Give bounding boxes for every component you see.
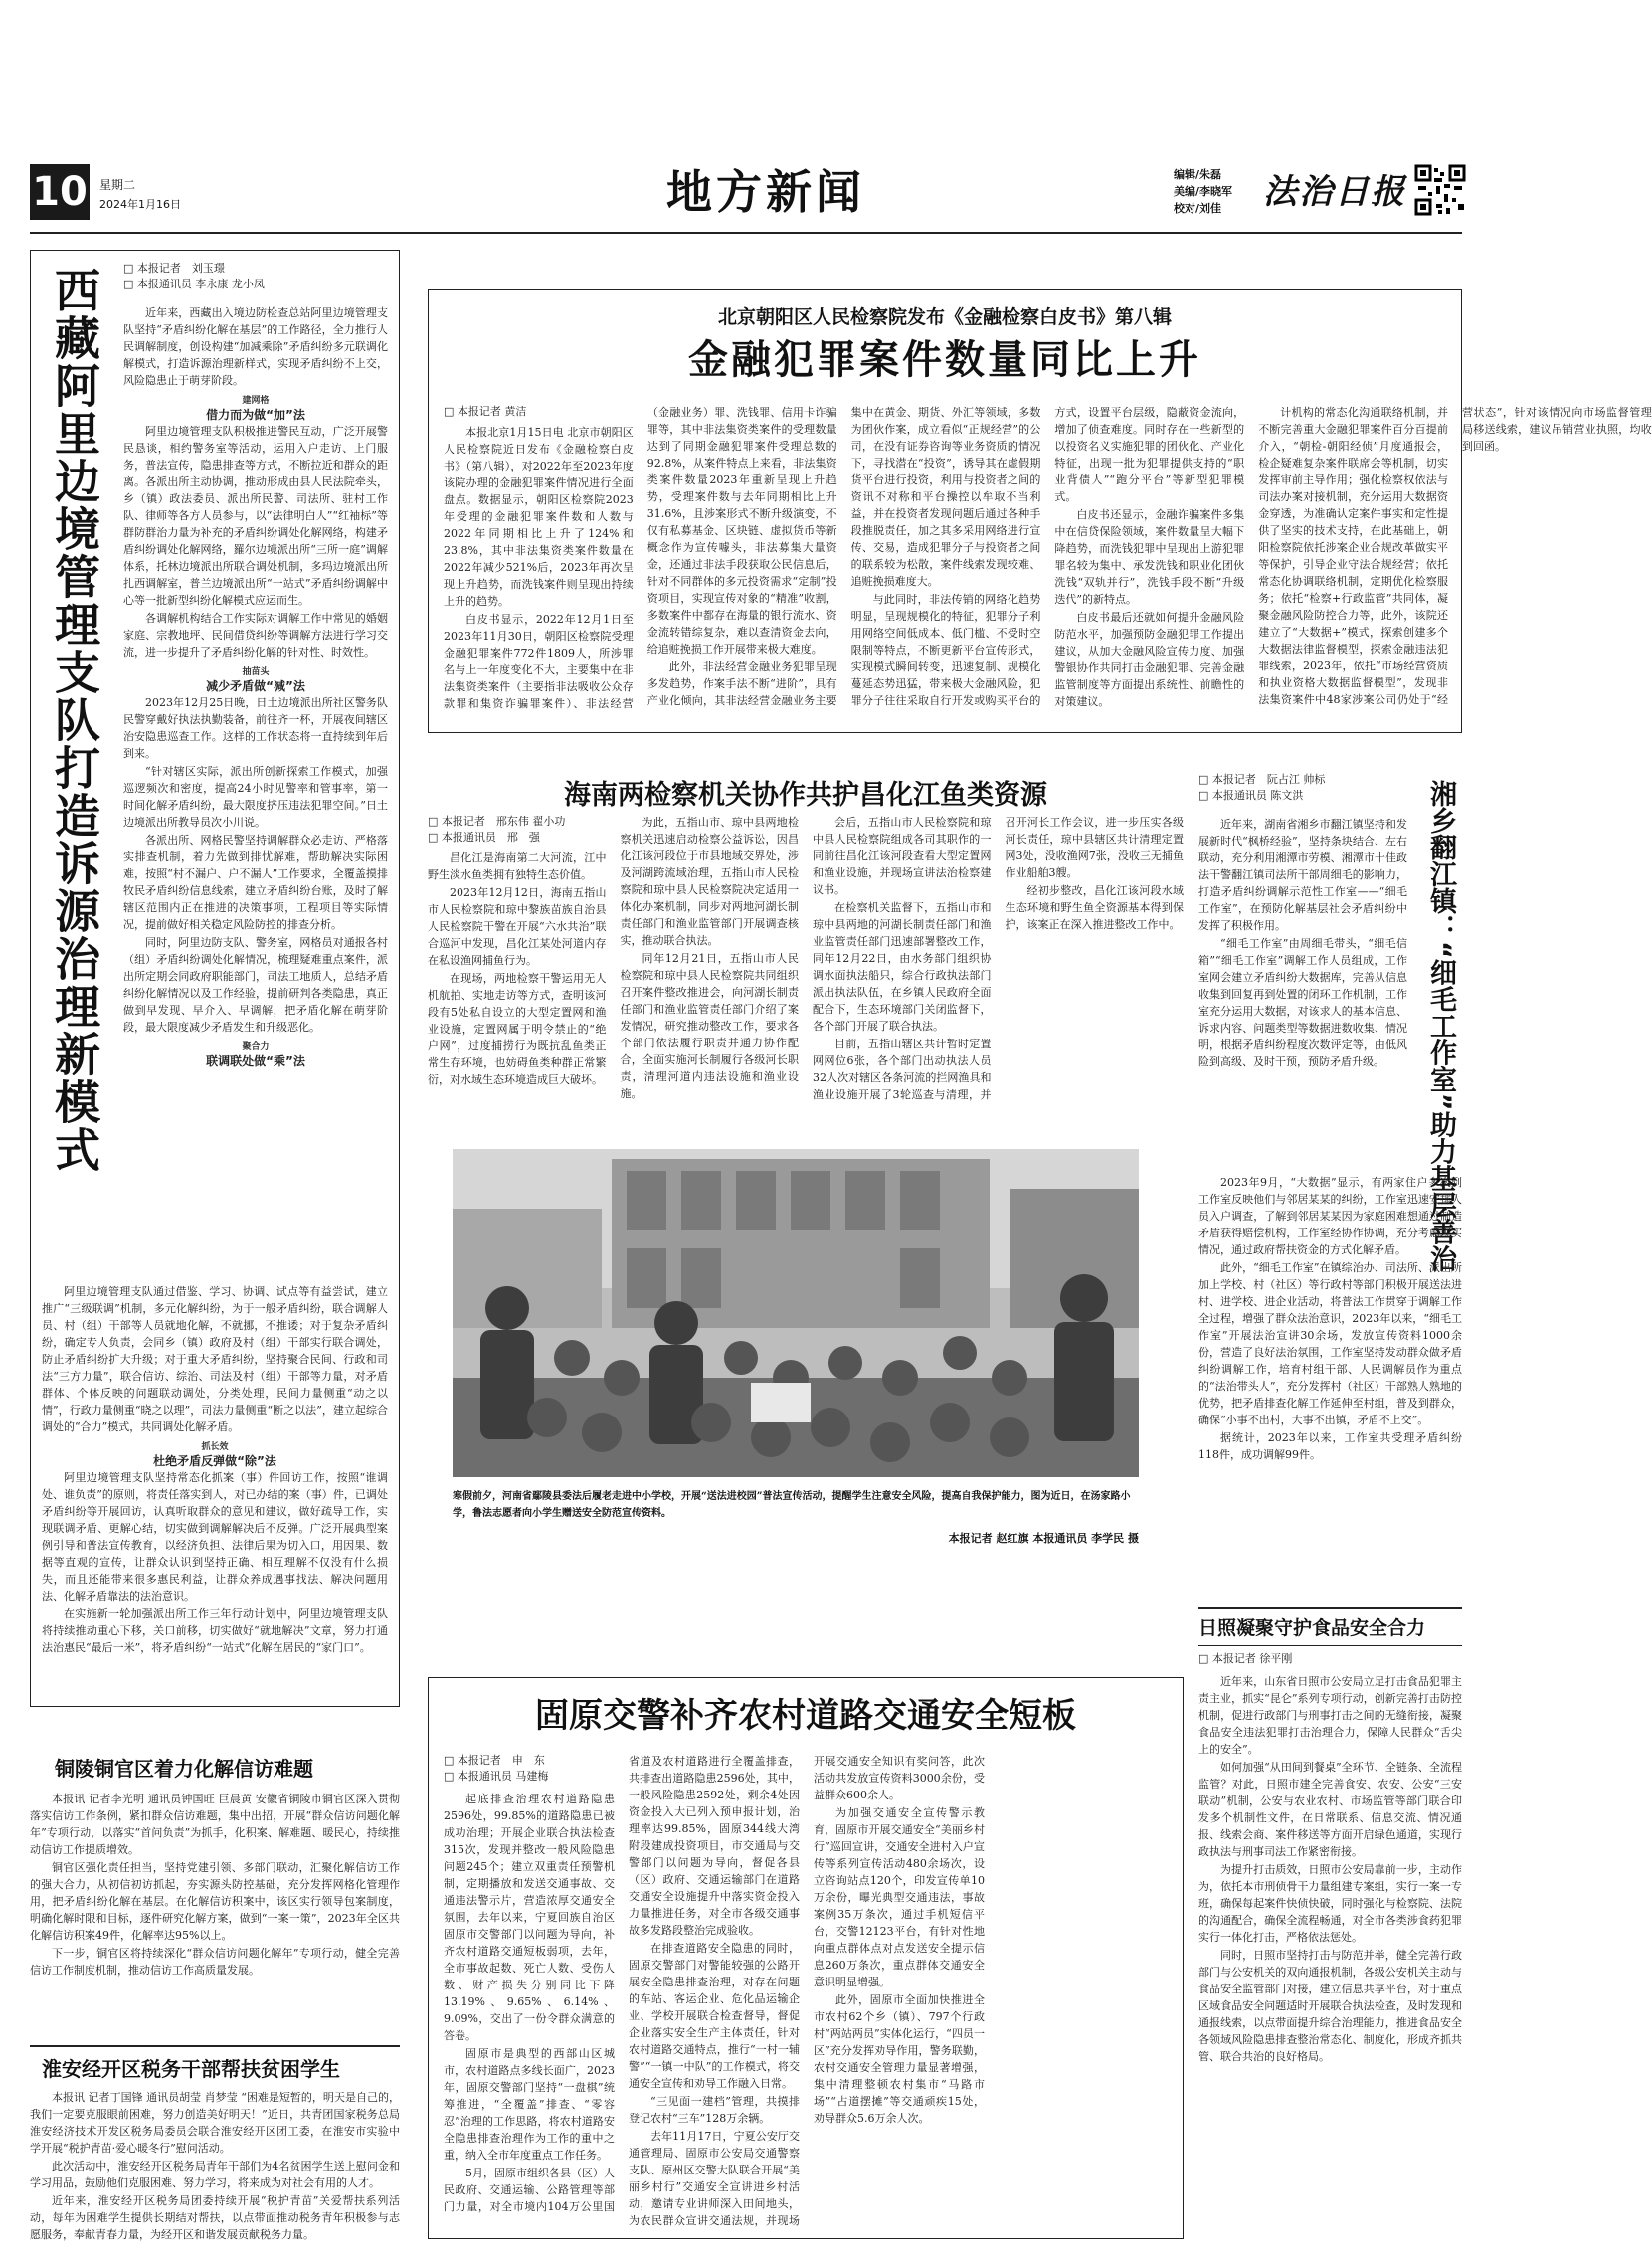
article-hainan-byline-reporter: □ 本报记者 邢东伟 翟小功	[428, 815, 566, 828]
paragraph: “针对辖区实际，派出所创新探索工作模式，加强巡逻频次和密度，提高24小时见警率和管事率，第一时间化解矛盾纠纷，最大限度挤压违法犯罪空间。”日土边境派出所教导员次小川说。	[123, 765, 388, 829]
article-xiangxiang-content	[1198, 772, 1417, 804]
article-hainan-content	[428, 814, 1184, 1118]
article-xiangxiang-body	[1198, 816, 1407, 1169]
paragraph: 阿里边境管理支队通过借鉴、学习、协调、试点等有益尝试，建立推广“三级联调”机制，多元化解纠纷，为于一般矛盾纠纷，联合调解人员、村（组）干部等人员就地化解，不就挪，不推诿；对于复杂矛盾纠纷，确定专人负责，会同乡（镇）政府及村（组）干部实行联合调处，防止矛盾纠纷扩大升级；对于重大矛盾纠纷，坚持聚合民间、行政和司法“三方力量”，联合信访、综治、司法及村（组）干部等力量，对矛盾群体、个体反映的问题联动调处，分类处理，民间力量侧重“动之以情”，行政力量侧重“晓之以理”，司法力量侧重“断之以法”，建立起综合调处的“合力”模式，共同调处化解矛盾。	[42, 1285, 388, 1433]
paragraph: 与此同时，非法传销的网络化趋势明显，呈现规模化的特征，犯罪分子利用网络空间低成本、低门槛、不受时空限制等特点，不断更新平台宣传形式，实现模式瞬间转变，迅速复制、规模化蔓延态势迅猛，带来极大金融风险，犯罪分子往往采取自行开发或购买平台的方式，设置平台层级，隐蔽资金流向，增加了侦查难度。同时存在一些新型的以投资名义实施犯罪的团伙化、产业化特征，出现一批为犯罪提供支持的“职业背债人”“跑分平台”等新型犯罪模式。	[850, 406, 1245, 707]
article-hainan-title: 海南两检察机关协作共护昌化江鱼类资源	[564, 780, 1047, 811]
paragraph: 本报讯 记者丁国锋 通讯员胡莹 肖梦莹 “困难是短暂的，明天是自己的，我们一定要克服眼前困难，努力创造美好明天！”近日，共青团国家税务总局淮安经济技术开发区税务局委员会联合淮安经开区团工委，在淮安市实验中学开展“税护青苗·爱心暖冬行”慰问活动。	[30, 2091, 400, 2155]
paragraph: 同年12月21日，五指山市人民检察院和琼中县人民检察院共同组织召开案件整改推进会，向河湖长制责任部门和渔业监管责任部门介绍了案发情况，研究推动整改工作，要求各个部门依法履行职责并通力协作配合，全面实施河长制履行各级河长职责，清理河道内违法设施和渔业设施。	[620, 952, 799, 1100]
paragraph: 各调解机构结合工作实际对调解工作中常见的婚姻家庭、宗教地坪、民间借贷纠纷等调解方法进行学习交流，进一步提升了矛盾纠纷化解的针对性、时效性。	[123, 612, 388, 659]
paragraph: 为此，五指山市、琼中县两地检察机关迅速启动检察公益诉讼，因昌化江该河段位于市县地域交界处，涉及河湖跨流域治理，五指山市人民检察院和琼中县人民检察院决定适用一体化办案机制，同步对两地河湖长制责任部门和渔业监管部门开展调查核实，推动联合执法。	[620, 816, 799, 947]
paragraph: “细毛工作室”由周细毛带头，“细毛信箱”“细毛工作室”调解工作人员组成，工作室网会建立矛盾纠纷大数据库，完善从信息收集到回复再到处置的闭环工作机制，工作室充分运用大数据，对该求人的基本信息、诉求内容、问题类型等数据进数收集、情况明，根据矛盾纠纷程度次数评定等，由低风险到高级、及时干预，预防矛盾升级。	[1198, 937, 1407, 1068]
header-rule	[30, 232, 1462, 234]
article-tongling-title: 铜陵铜官区着力化解信访难题	[55, 1757, 313, 1781]
header-weekday: 星期二	[99, 178, 136, 192]
article-beijing-title: 金融犯罪案件数量同比上升	[688, 337, 1201, 383]
paragraph: 据统计，2023年以来，工作室共受理矛盾纠纷118件，成功调解99件。	[1198, 1431, 1462, 1461]
article-rizhao-content	[1198, 1651, 1462, 2238]
article-rizhao-title: 日照凝聚守护食品安全合力	[1198, 1617, 1426, 1639]
paragraph: 阿里边境管理支队积极推进警民互动，广泛开展警民恳谈，相约警务室等活动，运用入户走访、上门服务，普法宣传，隐患排查等方式，不断拉近和群众的距离。各派出所主动协调，推动形成由县人民法院牵头，乡（镇）政法委员、派出所民警、司法所、驻村工作队、律师等各方人员参与，以“法律明白人”“红袖标”等群防群治力量为补充的矛盾纠纷调处化解网络，构建矛盾纠纷调处化解网络，羅尔边境派出所“三所一庭”调解体系，托林边境派出所联合调处机制，多玛边境派出所扎西调解室，普兰边境派出所“一站式”矛盾纠纷调解中心等一批新型纠纷化解模式应运而生。	[123, 425, 388, 607]
editor-credit: 编辑/朱磊	[1174, 168, 1222, 181]
article-huaian-content	[30, 2089, 400, 2241]
article-tibet-title: 西藏阿里边境管理支队打造诉源治理新模式	[48, 267, 101, 1174]
paragraph: 此外，“细毛工作室”在镇综治办、司法所、派出所加上学校、村（社区）等行政村等部门积极开展送法进村、进学校、进企业活动，将普法工作贯穿于调解工作全过程，增强了群众法治意识，2023年以来，“细毛工作室”开展法治宣讲30余场，发放宣传资料1000余份，营造了良好法治氛围，工作室坚持发动群众做矛盾纠纷调解工作，培育村组干部、人民调解员作为重点的“法治带头人”，充分发挥村（社区）干部熟人熟地的优势，把矛盾排查化解工作延伸至村组，普及到群众，确保“小事不出村，大事不出镇，矛盾不上交”。	[1198, 1261, 1462, 1426]
designer-credit: 美编/李晓军	[1174, 185, 1233, 198]
proofreader-credit: 校对/刘佳	[1174, 202, 1222, 215]
article-tibet-intro: 近年来，西藏出入境边防检查总站阿里边境管理支队坚持“矛盾纠纷化解在基层”的工作路径，全力推行人民调解制度，创设构建“加减乘除”矛盾纠纷多元联调化解模式，打造诉源治理新样式，实现矛盾纠纷不上交，风险隐患止于萌芽阶段。	[123, 306, 388, 387]
section-kicker: 建网格	[242, 396, 270, 406]
section-heading: 杜绝矛盾反弹做“除”法	[153, 1454, 276, 1468]
paragraph: 在检察机关监督下，五指山市和琼中县两地的河湖长制责任部门和渔业监管责任部门迅速部署整改工作，同年12月22日，由水务部门组织协调水面执法船只，综合行政执法部门派出执法队伍，在乡镇人民政府全面配合下，生态环境部门关闭监督下，各个部门开展了联合执法。	[813, 901, 992, 1033]
paragraph: 去年11月17日，宁夏公安厅交通管理局、固原市公安局交通警察支队、原州区交警大队联合开展“美丽乡村行”交通安全宣讲进乡村活动，邀请专业讲师深入田间地头，为农民群众宣讲交通法规，并现场开展交通安全知识有奖问答，此次活动共发放宣传资料3000余份，受益群众600余人。	[629, 1755, 985, 2227]
article-rizhao-byline: □ 本报记者 徐平刚	[1198, 1652, 1293, 1665]
section-heading: 减少矛盾做“减”法	[206, 679, 305, 693]
news-photo	[453, 1149, 1139, 1477]
article-tibet-lower-text	[42, 1283, 388, 1699]
article-rizhao-top-rule	[1198, 1607, 1462, 1609]
paragraph: 同时，阿里边防支队、警务室，网格员对通报各村（组）矛盾纠纷调处化解情况，梳理疑难重点案件，派出所定期会同政府职能部门，司法工地质人，总结矛盾纠纷化解情况以及工作经验，提前研判各类隐患，真正做到早发现、早介入、早调解，把矛盾化解在萌芽阶段，最大限度减少矛盾发生和升级恶化。	[123, 936, 388, 1034]
section-heading: 借力而为做“加”法	[206, 408, 305, 422]
article-huaian-title: 淮安经开区税务干部帮扶贫困学生	[42, 2057, 340, 2081]
qr-code-icon	[1414, 164, 1466, 216]
paragraph: 白皮书最后还就如何提升金融风险防范水平，加强预防金融犯罪工作提出建议，从加大金融风险宣传力度、加强警银协作共同打击金融犯罪、完善金融监管制度等方面提出系统性、前瞻性的对策建议。	[1054, 611, 1245, 708]
article-guyuan-title: 固原交警补齐农村道路交通安全短板	[535, 1696, 1076, 1736]
paragraph: 同时，日照市坚持打击与防范并举，健全完善行政部门与公安机关的双向通报机制，各级公安机关主动与食品安全监管部门对接，建立信息共享平台，对于重点区域食品安全问题适时开展联合执法检查，及时发现和通报线索，以点带面提升综合治理能力，推进食品安全各领域风险隐患排查整治常态化、制度化，形成齐抓共管、联合共治的良好格局。	[1198, 1949, 1462, 2063]
editor-list	[1174, 166, 1259, 217]
section-kicker: 聚合力	[242, 1042, 270, 1052]
photo-caption: 寒假前夕，河南省鄢陵县委法后履老走进中小学校，开展“送法进校园”普法宣传活动，提醒学生注意安全风险，提高自我保护能力，图为近日，在汤家路小学，鲁法志愿者向小学生赠送安全防范宣传资料。	[453, 1491, 1131, 1519]
paragraph: 在实施新一轮加强派出所工作三年行动计划中，阿里边境管理支队将持续推动重心下移，关口前移，切实做好“就地解决”文章，努力打通法治惠民“最后一米”，将矛盾纠纷“一站式”化解在居民的“家门口”。	[42, 1607, 388, 1654]
article-guyuan-byline-correspondent: □ 本报通讯员 马建梅	[444, 1770, 549, 1783]
article-tibet-content	[123, 261, 388, 1069]
paragraph: 为提升打击质效，日照市公安局靠前一步，主动作为，依托本市刑侦骨干力量组建专案组，实行一案一专班，确保每起案件快侦快破，同时强化与检察院、法院的沟通配合，确保全流程畅通，对全市各类涉食药犯罪实行一体化打击，严格依法惩处。	[1198, 1863, 1462, 1944]
paragraph: 此次活动中，淮安经开区税务局青年干部们为4名贫困学生送上慰问金和学习用品，鼓励他们克服困难、努力学习，将来成为对社会有用的人才。	[30, 2160, 400, 2189]
article-tongling-content	[30, 1791, 400, 2039]
paragraph: 白皮书显示，2022年12月1日至2023年11月30日，朝阳区检察院受理金融犯罪案件772件1809人，所涉罪名与上一年度变化不大，主要集中在非法集资类案件（主要指非法吸收公众存款罪和集资诈骗罪案件）、非法经营（金融业务）罪、洗钱罪、信用卡诈骗罪等，其中非法集资类案件的受理数量达到了同期金融犯罪案件受理总数的92.8%，从案件特点上来看，非法集资类案件数量2023年重新呈现上升趋势，受理案件数与去年同期相比上升31.6%，且涉案形式不断升级演变，不仅有私募基金、区块链、虚拟货币等新概念作为宣传噱头，非法募集大量资金，还通过非法手段获取公民信息后，针对不同群体的多元投资需求“定制”投资项目，实现宣传对象的“精准”收割，多数案件中都存在海量的银行流水、资金流转错综复杂，难以查清资金去向，给追赃挽损工作开展带来极大难度。	[444, 406, 837, 710]
paragraph: 在现场，两地检察干警运用无人机航拍、实地走访等方式，查明该河段有5处私自设立的大型定置网和渔业设施，定置网属于明令禁止的“绝户网”，过度捕捞行为既抗乱鱼类正常生存环境，也妨碍鱼类种群正常繁衍，对水域生态环境造成巨大破坏。	[428, 972, 607, 1086]
paragraph: 在排查道路安全隐患的同时，固原交警部门对警能较强的公路开展安全隐患排查治理，对存在问题的车站、客运企业、危化品运输企业、学校开展联合检查督导，督促企业落实安全生产主体责任，针对农村道路交通特点，推行“一村一辅警”“一镇一中队”的工作模式，将交通安全宣传和劝导工作融入日常。	[629, 1942, 800, 2090]
header-date: 2024年1月16日	[99, 198, 181, 211]
paragraph: 本报北京1月15日电 北京市朝阳区人民检察院近日发布《金融检察白皮书》（第八辑），对2022年至2023年度该院办理的金融犯罪案件情况进行全面盘点。数据显示，朝阳区检察院2023年受理的金融犯罪案件数和人数与2022年同期相比上升了124%和23.8%，其中非法集资类案件数量在2022年减少521%后，2023年再次呈现上升趋势，而洗钱案件则呈现出持续上升的趋势。	[444, 426, 634, 608]
paragraph: 此外，固原市全面加快推进全市农村62个乡（镇）、797个行政村“两站两员”实体化运行，“四员一区”充分发挥劝导作用，警务联勤，农村交通安全管理力量显著增强，集中清理整顿农村集市“马路市场”“占道摆摊”等交通顽疾15处，劝导群众5.6万余人次。	[814, 1993, 985, 2125]
paragraph: 白皮书还显示，金融诈骗案件多集中在信贷保险领域，案件数量呈大幅下降趋势，而洗钱犯罪中呈现出上游犯罪罪名较为集中、承发洗钱和职业化团伙洗钱“双轨并行”，洗钱手段不断“升级迭代”的新特点。	[1054, 508, 1245, 606]
paragraph: 近年来，淮安经开区税务局团委持续开展“税护青苗”关爱帮扶系列活动，每年为困难学生提供长期结对帮扶，以点带面推动税务青年积极参与志愿服务，奉献青春力量，为经开区和谐发展贡献税务力量。	[30, 2194, 400, 2241]
article-huaian-top-rule	[30, 2045, 400, 2047]
paragraph: 经初步整改，昌化江该河段水域生态环境和野生鱼全资源基本得到保护，该案正在深入推进整改工作中。	[1005, 884, 1184, 931]
paragraph: 阿里边境管理支队坚持常态化抓案（事）件回访工作，按照“谁调处、谁负责”的原则，将责任落实到人，对已办结的案（事）件，已调处矛盾纠纷等开展回访，认真听取群众的意见和建议，做好疏导工作，实现联调矛盾、更解心结，切实做到调解解决后不反弹。广泛开展典型案例引导和普法宣传教育，以经济负担、法律后果为切入口，用因果、数据等直观的宣传，让群众认识到坚持正确、相互理解不仅没有什么损失，而且还能带来很多惠民利益，让群众养成遇事找法、解决问题用法、化解矛盾靠法的法治意识。	[42, 1471, 388, 1603]
paragraph: 近年来，山东省日照市公安局立足打击食品犯罪主责主业，抓实“昆仑”系列专项行动，创新完善打击防控机制，促进行政部门与刑事打击之间的无缝衔接，凝聚食品安全违法犯罪打击治理合力，保障人民群众“舌尖上的安全”。	[1198, 1675, 1462, 1756]
masthead-logo: 法治日报	[1263, 172, 1406, 212]
article-hainan-byline-correspondent: □ 本报通讯员 邢 强	[428, 831, 540, 844]
article-xiangxiang-byline-reporter: □ 本报记者 阮占江 帅标	[1198, 773, 1326, 786]
article-xiangxiang-body-lower	[1198, 1174, 1462, 1577]
paragraph: 铜官区强化责任担当，坚持党建引领、多部门联动，汇聚化解信访工作的强大合力，从初信初访抓起，夯实源头防控基础，充分发挥网格化管理作用，把矛盾纠纷化解在基层。在化解信访积案中，该区实行领导包案制度，明确化解时限和目标，逐件研究化解方案，做到“一案一策”，2023年全区共化解信访积案49件，化解率达95%以上。	[30, 1861, 400, 1942]
paragraph: 计机构的常态化沟通联络机制，并不断完善重大金融犯罪案件百分百提前介入，“朝检-朝阳经侦”月度通报会，检企疑难复杂案件联席会等机制，切实发挥审前主导作用；强化检察权依法与司法办案对接机制，充分运用大数据资金穿透，为准确认定案件事实和定性提供了坚实的技术支持，在此基础上，朝阳检察院依托涉案企业合规改革做实平等保护，引导企业守法合规经营；依托常态化协调联络机制，定期优化检察服务；依托“检察+行政监管”共同体，凝聚金融风险防控合力等，此外，该院还建立了“大数据+”模式，探索创建多个大数据法律监督模型，探索金融违法犯罪线索，2023年，依托“市场经营资质和执业资格大数据监督模型”，发现非法集资案件中48家涉案公司仍处于“经营状态”，针对该情况向市场监督管理局移送线索，建议吊销营业执照，均收到回函。	[1258, 406, 1652, 706]
paragraph: 下一步，铜官区将持续深化“群众信访问题化解年”专项行动，健全完善信访工作制度机制，推动信访工作高质量发展。	[30, 1947, 400, 1977]
page-number: 10	[30, 164, 90, 220]
paragraph: 2023年9月，“大数据”显示，有两家住户多次到工作室反映他们与邻居某某的纠纷，工作室迅速安排人员入户调查，了解到邻居某某因为家庭困难想通过制造矛盾获得赔偿机构，工作室经协作协调，充分考虑现实情况，通过政府帮扶资金的方式化解矛盾。	[1198, 1176, 1462, 1256]
paragraph: 起底排查治理农村道路隐患2596处，99.85%的道路隐患已被成功治理；开展企业联合执法检查315次，发现并整改一般风险隐患问题245个；建立双重责任预警机制，定期播放和发送交通事故、交通违法警示片，营造浓厚交通安全氛围，去年以来，宁夏回族自治区固原市交警部门以问题为导向，补齐农村道路交通短板弱项，去年，全市事故起数、死亡人数、受伤人数、财产损失分别同比下降13.19%、9.65%、6.14%、9.09%，交出了一份令群众满意的答卷。	[444, 1793, 615, 2042]
article-rizhao-title-rule	[1198, 1645, 1462, 1646]
paragraph: 本报讯 记者李光明 通讯员钟国旺 巨晨黄 安徽省铜陵市铜官区深入贯彻落实信访工作条例，紧扣群众信访难题，集中出招，开展“群众信访问题化解年”专项行动，以落实“首问负责”为抓手，化积案、解难题、暖民心，持续推动信访工作提质增效。	[30, 1793, 400, 1856]
article-tibet-byline-correspondent: □ 本报通讯员 李永康 龙小凤	[123, 278, 265, 290]
article-guyuan-content	[444, 1753, 1170, 2230]
article-beijing-deck: 北京朝阳区人民检察院发布《金融检察白皮书》第八辑	[717, 306, 1172, 328]
article-xiangxiang-title: 湘乡翻江镇：“细毛工作室”助力基层善治	[1425, 780, 1456, 1272]
section-title: 地方新闻	[666, 165, 865, 219]
article-beijing-content	[444, 404, 1652, 724]
paragraph: 目前，五指山辖区共计暂时定置网网位6张，各个部门出动执法人员32人次对辖区各条河流的拦网渔具和渔业设施开展了3轮巡查与清理，并召开河长工作会议，进一步压实各级河长责任，琼中县辖区共计清理定置网3处，没收渔网7张，没收三无捕鱼作业船舶3艘。	[813, 816, 1184, 1101]
paragraph: 如何加强“从田间到餐桌”全环节、全链条、全流程监管？对此，日照市建全完善食安、农安、公安“三安联动”机制，公安与农业农村、市场监管等部门联合印发多个机制性文件，在日常联系、信息交流、情况通报、线索会商、案件移送等方面开启绿色通道，实现行政执法与刑事司法工作紧密衔接。	[1198, 1761, 1462, 1858]
paragraph: 5月，固原市组织各县（区）人民政府、交通运输、公路管理等部门力量，对全市境内104万公里国省道及农村道路进行全覆盖排查，共排查出道路隐患2596处，其中，一般风险隐患2592处，剩余4处因资金投入大已列入预申报计划，治理率达99.85%，固原344线大湾附段建成投资项目，市交通局与交警部门以问题为导向，督促各县（区）政府、交通运输部门在道路交通安全设施提升中落实资金投入力量推进任务，对全市各级交通事故多发路段整治完成验收。	[444, 1755, 800, 2213]
section-kicker: 抽苗头	[242, 667, 270, 677]
page-header	[30, 164, 1462, 232]
paragraph: 近年来，湖南省湘乡市翻江镇坚持和发展新时代“枫桥经验”，坚持条块结合、左右联动，充分利用湘潭市劳模、湘潭市十佳政法干警翻江镇司法所干部周细毛的影响力，打造矛盾纠纷调解示范性工作室——“细毛工作室”，在预防化解基层社会矛盾纠纷中发挥了积极作用。	[1198, 818, 1407, 932]
paragraph: 2023年12月12日，海南五指山市人民检察院和琼中黎族苗族自治县人民检察院干警在开展“六水共治”联合巡河中发现，昌化江某处河道内存在私设渔网捕鱼行为。	[428, 886, 607, 967]
paragraph: 会后，五指山市人民检察院和琼中县人民检察院组成各司其职作的一同前往昌化江该河段查看大型定置网和渔业设施，并现场宣讲法治检察建议书。	[813, 816, 992, 896]
paragraph: 此外，非法经营金融业务犯罪呈现多发趋势，作案手法不断“进阶”，具有产业化倾向，其非法经营金融业务主要集中在黄金、期货、外汇等领域，多数为团伙作案，成立看似“正规经营”的公司，在没有证券咨询等业务资质的情况下，寻找潜在“投资”，诱导其在虚假期货平台进行投资，利用与投资者之间的资讯不对称和平台操控以牟取不当利益，并在投资者发现问题后通过各种手段推脱责任，加之其多采用网络进行宣传、交易，造成犯罪分子与投资者之间的联系较为松散，案件线索发现较难、追赃挽损难度大。	[646, 406, 1041, 707]
article-tibet-byline-reporter: □ 本报记者 刘玉璟	[123, 262, 225, 275]
article-beijing-byline: □ 本报记者 黄洁	[444, 405, 527, 418]
paragraph: 昌化江是海南第二大河流，江中野生淡水鱼类拥有独特生态价值。	[428, 851, 607, 881]
photo-credit: 本报记者 赵红旗 本报通讯员 李学民 摄	[948, 1532, 1139, 1545]
paragraph: 各派出所、网格民警坚持调解群众必走访、严格落实排查机制，着力先做到排忧解难，帮助解决实际困难，按照“村不漏户、户不漏人”工作要求，全覆盖摸排牧民矛盾纠纷信息线索，建立矛盾纠纷台账，及时了解辖区范围内正在推进的决策事项，工程项目等实际情况，提前做好相关稳定风险防控的排查分析。	[123, 834, 388, 931]
article-xiangxiang-byline-correspondent: □ 本报通讯员 陈文洪	[1198, 789, 1304, 802]
paragraph: 固原市是典型的西部山区城市，农村道路点多线长面广，2023年，固原交警部门坚持“一盘棋”统筹推进，“全覆盖”排查、“零容忍”治理的工作思路，将农村道路安全隐患排查治理作为工作的重中之重，纳入全市年度重点工作任务。	[444, 2047, 615, 2162]
article-guyuan-byline-reporter: □ 本报记者 申 东	[444, 1754, 545, 1767]
section-heading: 联调联处做“乘”法	[206, 1054, 305, 1068]
paragraph: 2023年12月25日晚，日土边境派出所社区警务队民警穿戴好执法执勤装备，前往齐一杯，开展夜间辖区治安隐患巡查工作。这样的工作状态将一直持续到年后到来。	[123, 696, 388, 760]
paragraph: “三见面一建档”管理，共摸排登记农村“三车”128万余辆。	[629, 2095, 800, 2125]
paragraph: 为加强交通安全宣传警示教育，固原市开展交通安全“美丽乡村行”巡回宣讲，交通安全进村入户宣传等系列宣传活动480余场次，设立咨询站点120个，印发宣传单10万余份，曝光典型交通违法，事故案例35万条次，通过手机短信平台，交警12123平台，有针对性地向重点群体点对点发送安全提示信息260万条次，重点群体交通安全意识明显增强。	[814, 1806, 985, 1988]
section-kicker: 抓长效	[201, 1442, 229, 1452]
